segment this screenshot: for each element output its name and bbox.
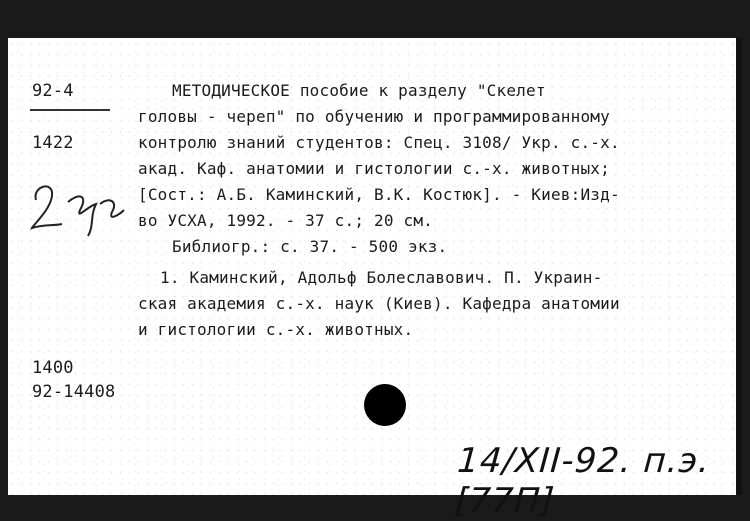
call-number-top: 92-4: [32, 81, 74, 101]
tracing-line-3: и гистологии с.-х. животных.: [138, 320, 414, 339]
entry-line-5: [Сост.: А.Б. Каминский, В.К. Костюк]. - Киев:Изд-: [138, 185, 620, 204]
bibliography-line: Библиогр.: с. 37. - 500 экз.: [172, 237, 448, 256]
entry-line-6: во УСХА, 1992. - 37 с.; 20 см.: [138, 211, 433, 230]
card-edge: [736, 38, 742, 495]
handwritten-signature: [28, 166, 138, 246]
call-number-mid: 1422: [32, 133, 74, 153]
divider-rule: [30, 109, 110, 111]
entry-line-4: акад. Каф. анатомии и гистологии с.-х. животных;: [138, 159, 610, 178]
entry-line-1: МЕТОДИЧЕСКОЕ пособие к разделу "Скелет: [172, 81, 546, 100]
catalog-card: [8, 38, 742, 521]
entry-line-2: головы - череп" по обучению и программированному: [138, 107, 610, 126]
punch-hole: [364, 384, 406, 426]
inventory-number-1: 1400: [32, 358, 74, 378]
entry-line-3: контролю знаний студентов: Спец. 3108/ Укр. с.-х.: [138, 133, 620, 152]
handwritten-note: 14/XII-92. п.э.[77П]: [453, 441, 712, 521]
inventory-number-2: 92-14408: [32, 382, 116, 402]
tracing-line-1: 1. Каминский, Адольф Болеславович. П. Украин-: [160, 268, 603, 287]
tracing-line-2: ская академия с.-х. наук (Киев). Кафедра анатомии: [138, 294, 620, 313]
